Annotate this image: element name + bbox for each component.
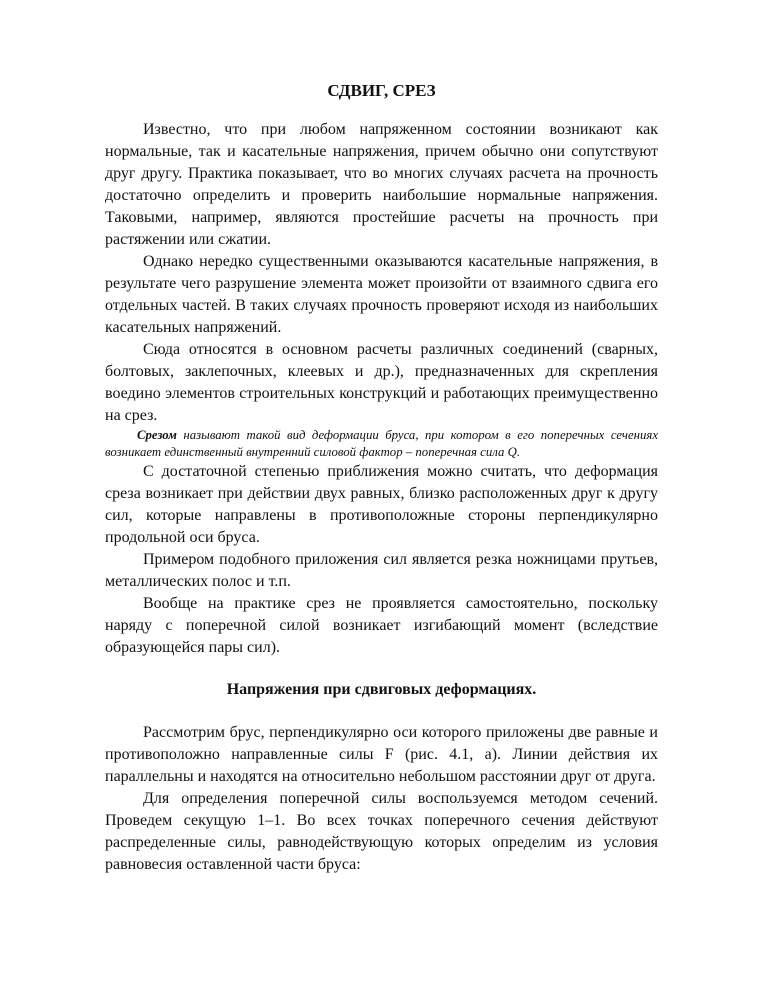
paragraph: Известно, что при любом напряженном состоянии возникают как нормальные, так и касательные напряжения, причем обычно они сопутствуют друг другу. Практика показывает, что во многих случаях расчета на прочность достаточно определить и проверить наибольшие нормальные напряжения. Таковыми, например, являются простейшие расчеты на прочность при растяжении или сжатии. bbox=[105, 121, 658, 248]
paragraph: Примером подобного приложения сил является резка ножницами прутьев, металлических полос и т.п. bbox=[105, 551, 658, 590]
paragraph: Однако нередко существенными оказываются касательные напряжения, в результате чего разрушение элемента может произойти от взаимного сдвига его отдельных частей. В таких случаях прочность проверяют исходя из наибольших касательных напряжений. bbox=[105, 253, 658, 336]
document-page bbox=[105, 80, 658, 876]
section-subtitle: Напряжения при сдвиговых деформациях. bbox=[226, 681, 537, 698]
paragraph: Сюда относятся в основном расчеты различных соединений (сварных, болтовых, заклепочных, клеевых и др.), предназначенных для скрепления воедино элементов строительных конструкций и работающих преимущественно на срез. bbox=[105, 341, 658, 424]
document-title: СДВИГ, СРЕЗ bbox=[327, 81, 436, 100]
paragraph: Вообще на практике срез не проявляется самостоятельно, поскольку наряду с поперечной силой возникает изгибающий момент (вследствие образующейся пары сил). bbox=[105, 595, 658, 656]
paragraph: Для определения поперечной силы воспользуемся методом сечений. Проведем секущую 1–1. Во всех точках поперечного сечения действуют распределенные силы, равнодействующую которых определим из условия равновесия оставленной части бруса: bbox=[105, 790, 658, 873]
definition-text: называют такой вид деформации бруса, при котором в его поперечных сечениях возникает единственный внутренний силовой фактор – поперечная сила Q. bbox=[105, 428, 658, 459]
paragraph: С достаточной степенью приближения можно считать, что деформация среза возникает при действии двух равных, близко расположенных друг к другу сил, которые направлены в противоположные стороны перпендикулярно продольной оси бруса. bbox=[105, 463, 658, 546]
paragraph: Рассмотрим брус, перпендикулярно оси которого приложены две равные и противоположно направленные силы F (рис. 4.1, а). Линии действия их параллельны и находятся на относительно небольшом расстоянии друг от друга. bbox=[105, 724, 658, 785]
definition-term: Срезом bbox=[137, 428, 177, 442]
definition-block bbox=[105, 427, 658, 461]
